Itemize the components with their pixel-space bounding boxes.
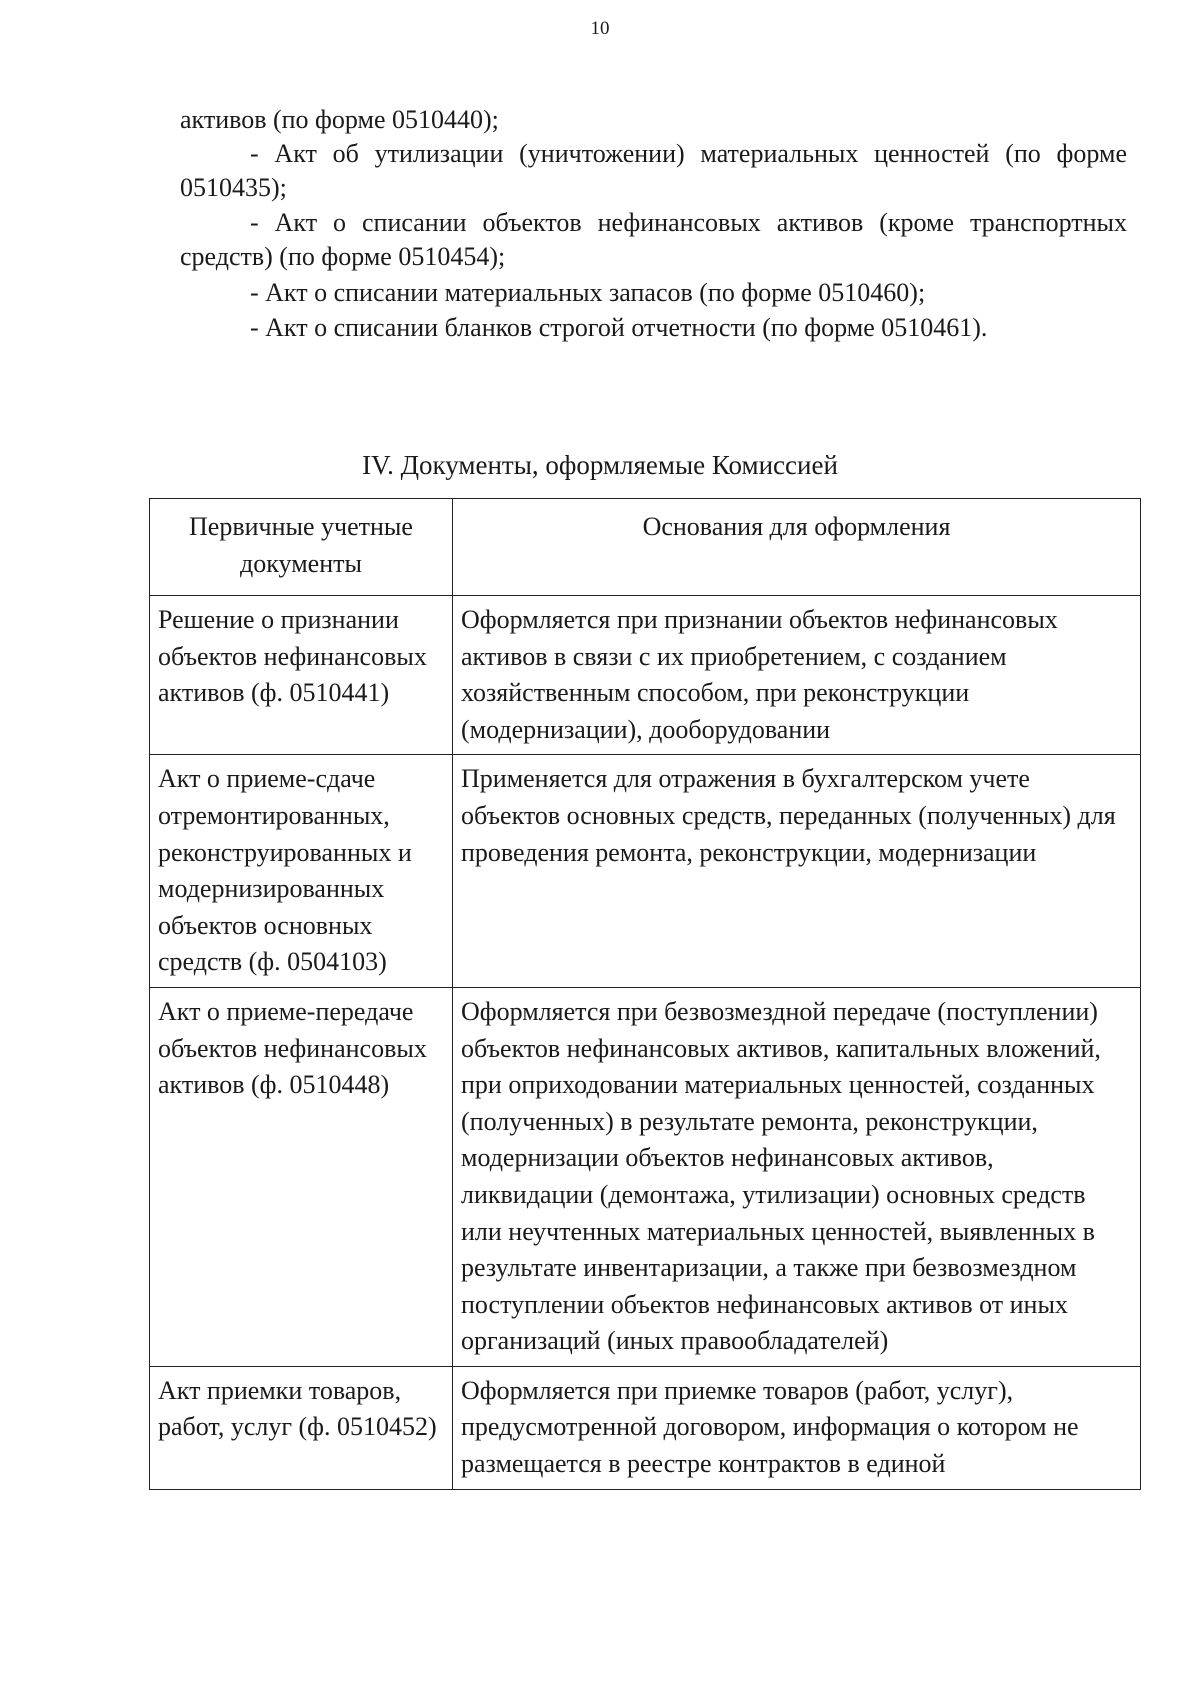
table-cell-document: Акт о приеме-сдаче отремонтированных, реконструированных и модернизированных объектов основных средств (ф. 0504103) [150,755,453,988]
table-cell-basis: Оформляется при признании объектов нефинансовых активов в связи с их приобретением, с созданием хозяйственным способом, при реконструкции (модернизации), дооборудовании [453,596,1141,755]
intro-item-writeoff-forms: - Акт о списании бланков строгой отчетности (по форме 0510461). [250,313,988,342]
table-cell-document: Решение о признании объектов нефинансовых активов (ф. 0510441) [150,596,453,755]
table-cell-basis: Применяется для отражения в бухгалтерском учете объектов основных средств, переданных (полученных) для проведения ремонта, реконструкции, модернизации [453,755,1141,988]
header-basis: Основания для оформления [453,499,1141,596]
intro-line-continuation: активов (по форме 0510440); [180,105,499,134]
header-primary-documents: Первичные учетные документы [150,499,453,596]
table-cell-document: Акт приемки товаров, работ, услуг (ф. 0510452) [150,1366,453,1489]
table-row [150,755,1141,988]
table-cell-basis: Оформляется при безвозмездной передаче (поступлении) объектов нефинансовых активов, капитальных вложений, при оприходовании материальных ценностей, созданных (полученных) в результате ремонта, реконструкции, модернизации объектов нефинансовых активов, ликвидации (демонтажа, утилизации) основных средств или неучтенных материальных ценностей, выявленных в результате инвентаризации, а также при безвозмездном поступлении объектов нефинансовых активов от иных организаций (иных правообладателей) [453,987,1141,1366]
table-row [150,987,1141,1366]
table-row [150,596,1141,755]
intro-item-utilization-act: - Акт об утилизации (уничтожении) материальных ценностей (по форме 0510435); [180,139,1127,202]
documents-table [149,498,1141,1490]
table-cell-document: Акт о приеме-передаче объектов нефинансовых активов (ф. 0510448) [150,987,453,1366]
table-header-row [150,499,1141,596]
section-title: IV. Документы, оформляемые Комиссией [362,450,838,480]
table-cell-basis: Оформляется при приемке товаров (работ, услуг), предусмотренной договором, информация о котором не размещается в реестре контрактов в единой [453,1366,1141,1489]
table-row [150,1366,1141,1489]
intro-item-writeoff-materials: - Акт о списании материальных запасов (по форме 0510460); [250,278,926,307]
page-number: 10 [590,18,610,39]
intro-item-writeoff-nonfinancial: - Акт о списании объектов нефинансовых активов (кроме транспортных средств) (по форме 0510454); [180,208,1127,271]
